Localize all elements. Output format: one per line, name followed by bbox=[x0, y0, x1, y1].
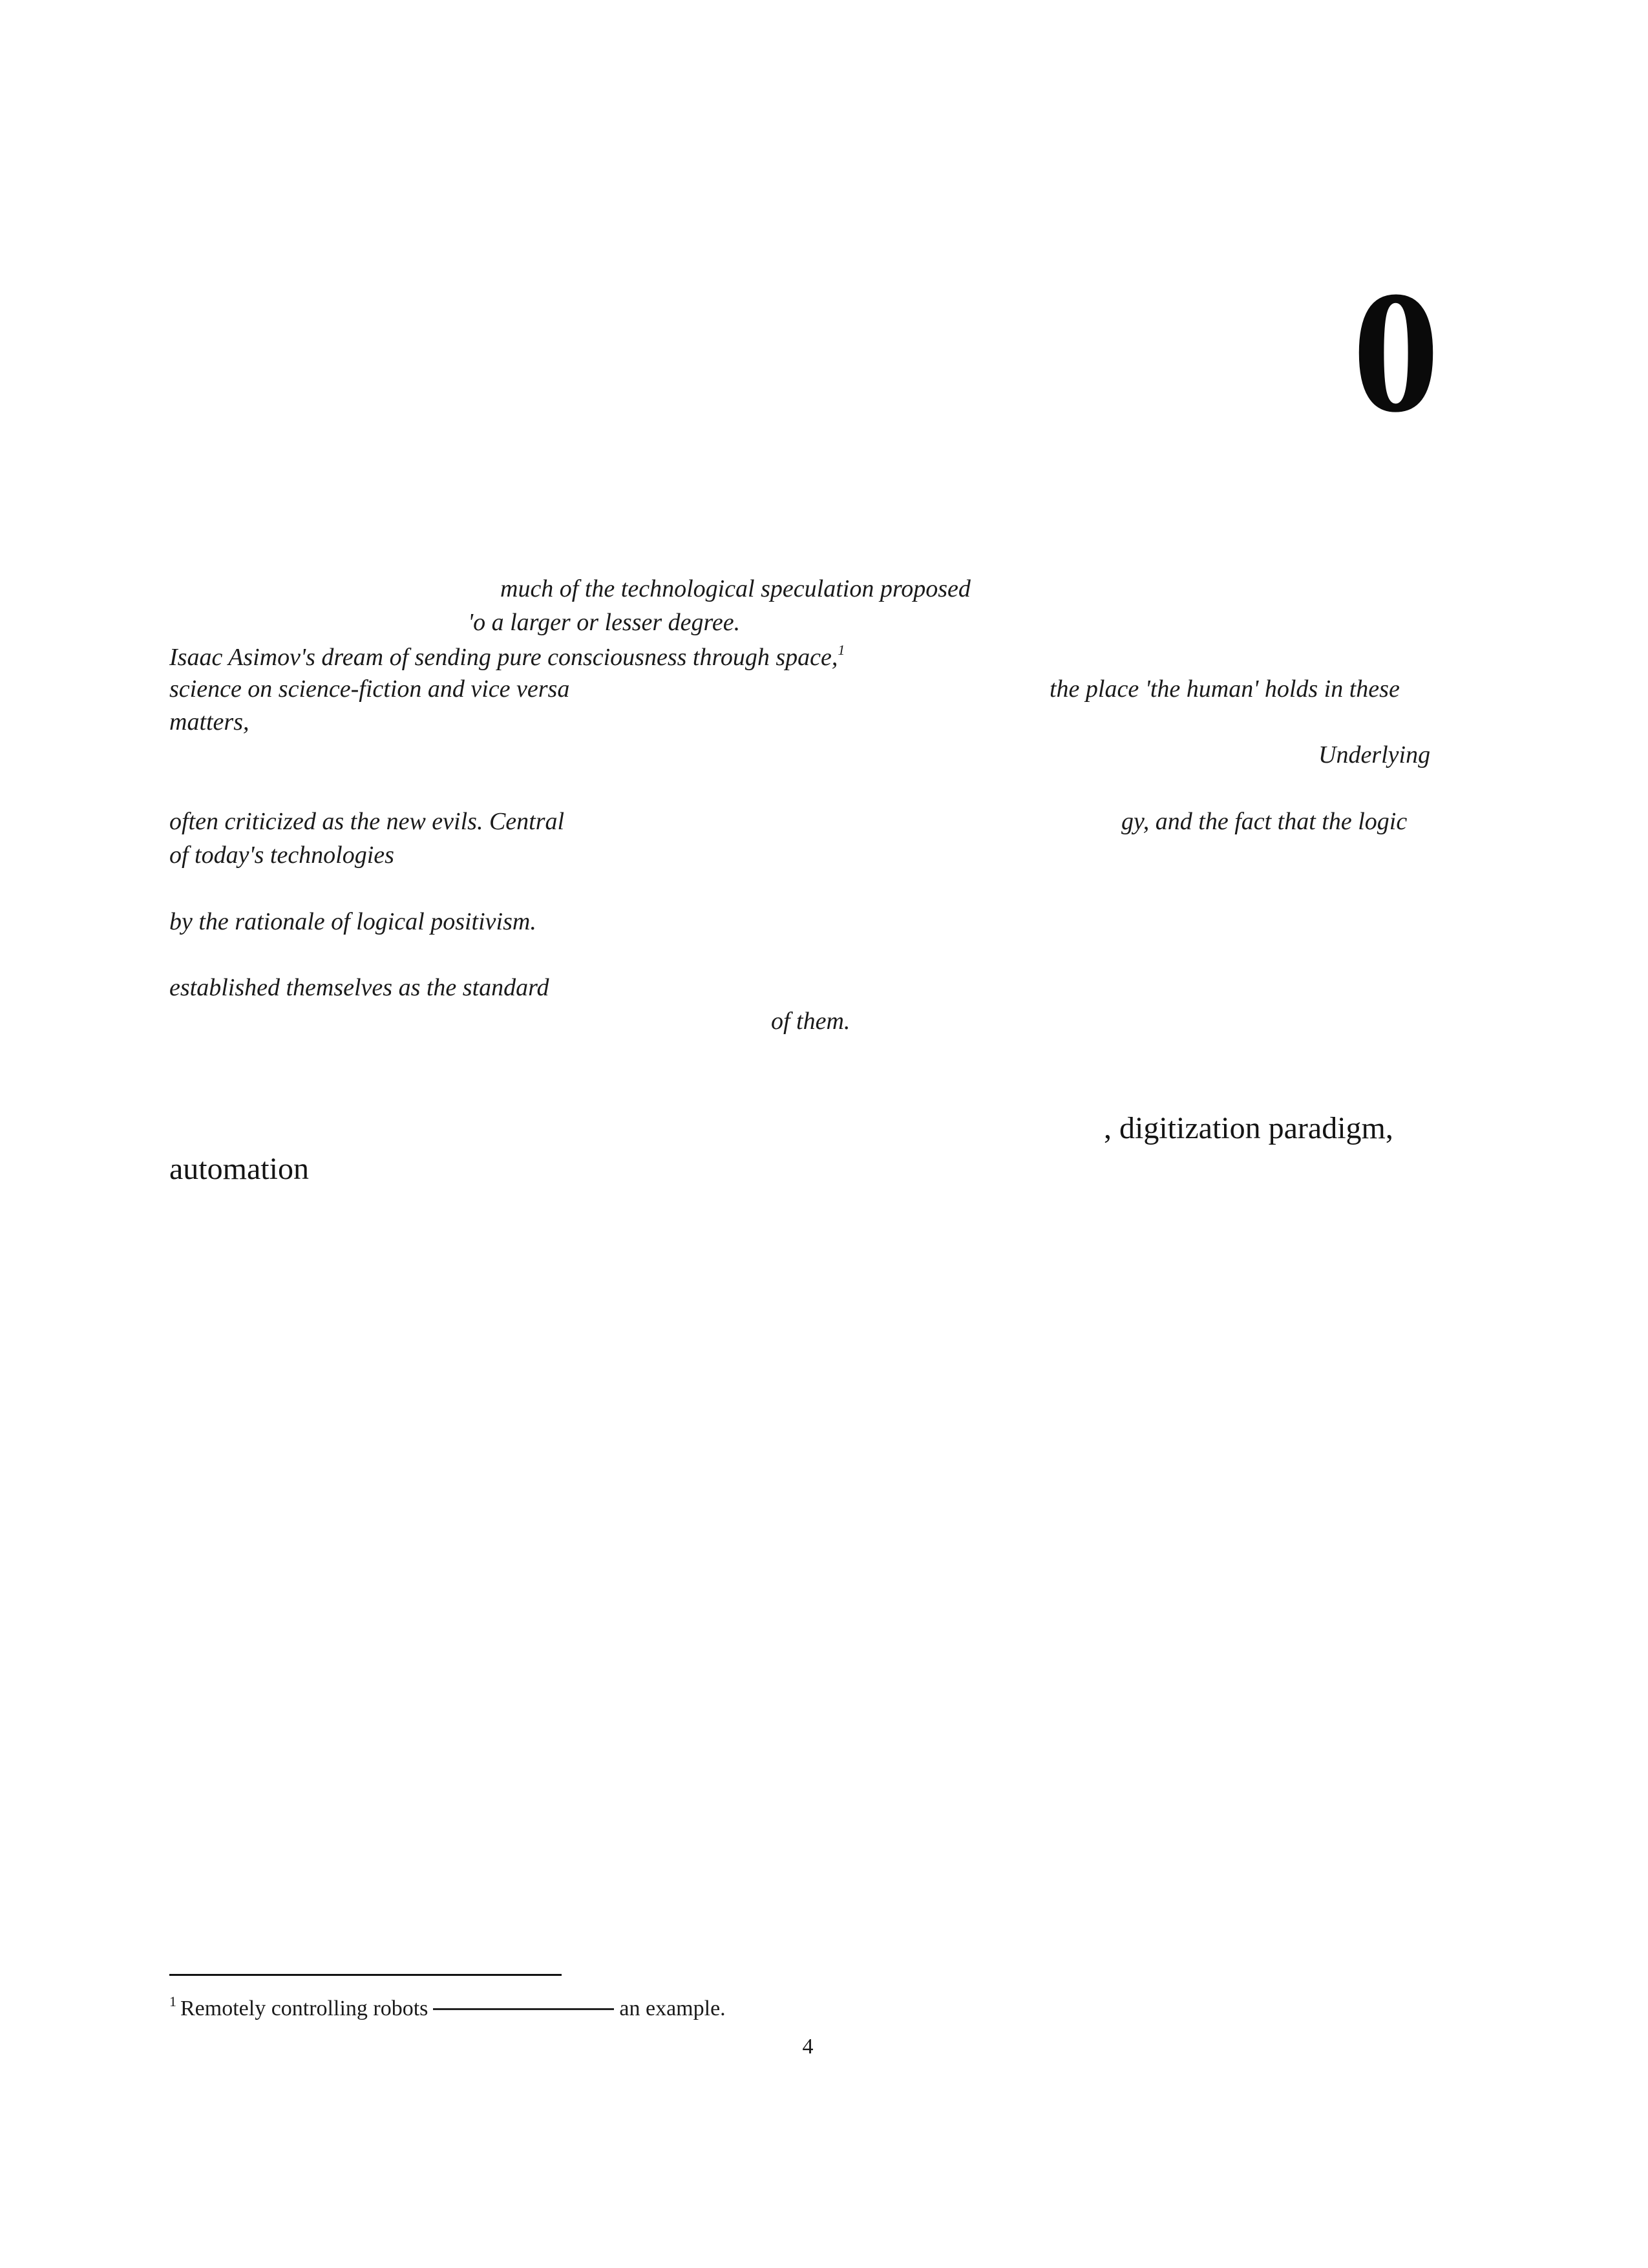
footnote-text-end: an example. bbox=[619, 1997, 726, 2020]
abstract-line: often criticized as the new evils. Central bbox=[169, 808, 565, 835]
abstract-line: by the rationale of logical positivism. bbox=[169, 908, 536, 935]
footnote-text-start: Remotely controlling robots bbox=[180, 1997, 428, 2020]
abstract-line: matters, bbox=[169, 708, 249, 736]
abstract-line bbox=[169, 643, 845, 670]
abstract-line: established themselves as the standard bbox=[169, 974, 549, 1001]
abstract-line: the place 'the human' holds in these bbox=[1050, 675, 1400, 703]
keywords-line: automation bbox=[169, 1152, 309, 1186]
page-number: 4 bbox=[802, 2035, 814, 2059]
abstract-line: Underlying bbox=[1318, 741, 1431, 768]
abstract-line: gy, and the fact that the logic bbox=[1121, 808, 1408, 835]
abstract-line-text: Isaac Asimov's dream of sending pure consciousness through space, bbox=[169, 644, 838, 671]
footnote bbox=[169, 1995, 726, 2020]
abstract-line: science on science-fiction and vice versa bbox=[169, 675, 570, 703]
footnote-marker: 1 bbox=[169, 1993, 176, 2009]
footnote-separator bbox=[169, 1974, 562, 1976]
footnote-redaction-line bbox=[433, 2008, 614, 2013]
footnote-reference: 1 bbox=[838, 642, 845, 658]
abstract-line: much of the technological speculation proposed bbox=[500, 575, 971, 602]
abstract-line: of them. bbox=[771, 1008, 850, 1035]
abstract-line: 'o a larger or lesser degree. bbox=[468, 609, 741, 636]
keywords-line: , digitization paradigm, bbox=[1104, 1111, 1393, 1145]
abstract-line: of today's technologies bbox=[169, 842, 394, 869]
chapter-number: 0 bbox=[1352, 255, 1440, 449]
